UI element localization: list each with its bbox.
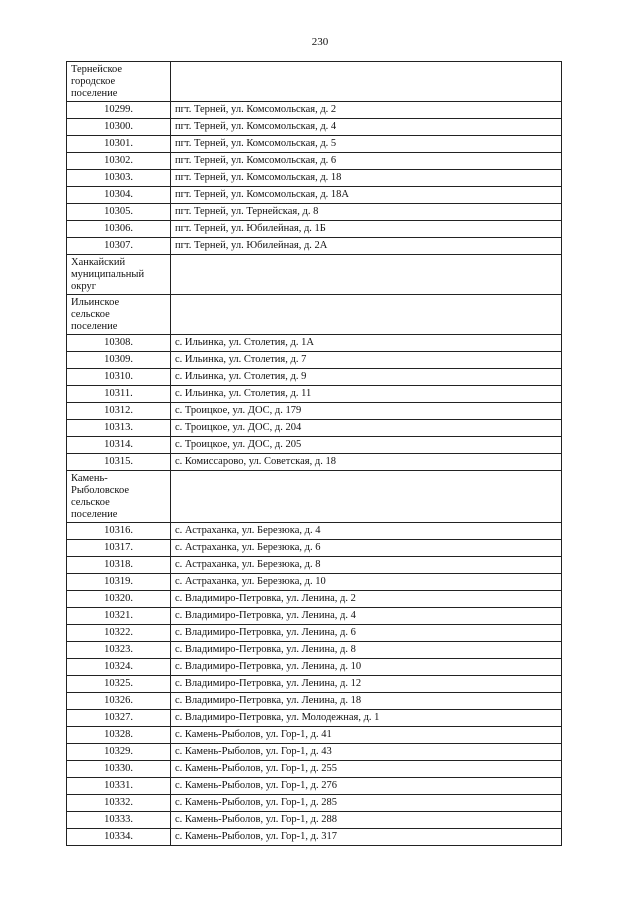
entry-number: 10307.	[67, 238, 171, 255]
entry-address: с. Владимиро-Петровка, ул. Ленина, д. 18	[171, 693, 562, 710]
group-name-line: поселение	[71, 88, 118, 99]
entry-number: 10303.	[67, 170, 171, 187]
table-row	[67, 170, 562, 187]
entry-address: с. Камень-Рыболов, ул. Гор-1, д. 317	[171, 829, 562, 846]
table-row	[67, 676, 562, 693]
entry-number: 10304.	[67, 187, 171, 204]
table-row	[67, 204, 562, 221]
entry-address: с. Владимиро-Петровка, ул. Ленина, д. 8	[171, 642, 562, 659]
table-row	[67, 437, 562, 454]
group-name-line: муниципальный	[71, 269, 145, 280]
table-row	[67, 659, 562, 676]
table-row	[67, 386, 562, 403]
entry-number: 10301.	[67, 136, 171, 153]
table-row	[67, 335, 562, 352]
entry-address: с. Троицкое, ул. ДОС, д. 205	[171, 437, 562, 454]
table-row	[67, 102, 562, 119]
entry-address: с. Астраханка, ул. Березюка, д. 8	[171, 557, 562, 574]
entry-address: с. Ильинка, ул. Столетия, д. 7	[171, 352, 562, 369]
entry-number: 10317.	[67, 540, 171, 557]
entry-address: с. Камень-Рыболов, ул. Гор-1, д. 285	[171, 795, 562, 812]
group-name-line: сельское	[71, 309, 110, 320]
group-header-row	[67, 255, 562, 295]
table-row	[67, 642, 562, 659]
entry-number: 10312.	[67, 403, 171, 420]
group-header-row	[67, 295, 562, 335]
entry-number: 10326.	[67, 693, 171, 710]
table-row	[67, 727, 562, 744]
group-name-line: Ильинское	[71, 297, 120, 308]
table-row	[67, 454, 562, 471]
group-name-line: сельское	[71, 497, 110, 508]
entry-address: пгт. Терней, ул. Комсомольская, д. 6	[171, 153, 562, 170]
entry-number: 10313.	[67, 420, 171, 437]
entry-number: 10334.	[67, 829, 171, 846]
entry-number: 10306.	[67, 221, 171, 238]
group-header-row	[67, 62, 562, 102]
entry-address: пгт. Терней, ул. Комсомольская, д. 4	[171, 119, 562, 136]
entry-address: пгт. Терней, ул. Тернейская, д. 8	[171, 204, 562, 221]
entry-address: с. Троицкое, ул. ДОС, д. 179	[171, 403, 562, 420]
entry-address: с. Астраханка, ул. Березюка, д. 10	[171, 574, 562, 591]
group-name-line: Камень-	[71, 473, 108, 484]
entry-address: с. Камень-Рыболов, ул. Гор-1, д. 43	[171, 744, 562, 761]
entry-address: с. Владимиро-Петровка, ул. Молодежная, д. 1	[171, 710, 562, 727]
table-row	[67, 591, 562, 608]
entry-number: 10311.	[67, 386, 171, 403]
entry-address: с. Камень-Рыболов, ул. Гор-1, д. 288	[171, 812, 562, 829]
entry-number: 10318.	[67, 557, 171, 574]
entry-number: 10305.	[67, 204, 171, 221]
entry-address: пгт. Терней, ул. Комсомольская, д. 18	[171, 170, 562, 187]
entry-address: с. Астраханка, ул. Березюка, д. 4	[171, 523, 562, 540]
entry-number: 10300.	[67, 119, 171, 136]
group-name-cell	[67, 471, 171, 523]
table-row	[67, 761, 562, 778]
entry-address: с. Камень-Рыболов, ул. Гор-1, д. 276	[171, 778, 562, 795]
entry-address: с. Камень-Рыболов, ул. Гор-1, д. 255	[171, 761, 562, 778]
entry-number: 10309.	[67, 352, 171, 369]
table-row	[67, 221, 562, 238]
entry-number: 10328.	[67, 727, 171, 744]
entry-address: пгт. Терней, ул. Комсомольская, д. 2	[171, 102, 562, 119]
table-row	[67, 557, 562, 574]
group-name-line: Рыболовское	[71, 485, 130, 496]
table-row	[67, 238, 562, 255]
table-row	[67, 352, 562, 369]
group-empty-cell	[171, 471, 562, 523]
entry-number: 10299.	[67, 102, 171, 119]
group-name-line: поселение	[71, 321, 118, 332]
table-row	[67, 574, 562, 591]
entry-address: с. Комиссарово, ул. Советская, д. 18	[171, 454, 562, 471]
table-row	[67, 625, 562, 642]
entry-number: 10322.	[67, 625, 171, 642]
table-row	[67, 369, 562, 386]
entry-address: с. Ильинка, ул. Столетия, д. 11	[171, 386, 562, 403]
entry-address: пгт. Терней, ул. Комсомольская, д. 5	[171, 136, 562, 153]
table-row	[67, 187, 562, 204]
entry-number: 10302.	[67, 153, 171, 170]
entry-address: пгт. Терней, ул. Юбилейная, д. 2А	[171, 238, 562, 255]
entry-address: с. Владимиро-Петровка, ул. Ленина, д. 10	[171, 659, 562, 676]
entry-number: 10327.	[67, 710, 171, 727]
entry-number: 10332.	[67, 795, 171, 812]
entry-address: с. Владимиро-Петровка, ул. Ленина, д. 2	[171, 591, 562, 608]
table-row	[67, 420, 562, 437]
entry-address: с. Владимиро-Петровка, ул. Ленина, д. 6	[171, 625, 562, 642]
entry-number: 10315.	[67, 454, 171, 471]
page-number: 230	[311, 36, 329, 48]
table-row	[67, 710, 562, 727]
table-row	[67, 136, 562, 153]
entry-number: 10331.	[67, 778, 171, 795]
entry-number: 10333.	[67, 812, 171, 829]
entry-number: 10320.	[67, 591, 171, 608]
group-name-cell	[67, 62, 171, 102]
table-body	[67, 62, 562, 846]
table-row	[67, 693, 562, 710]
group-empty-cell	[171, 255, 562, 295]
table-row	[67, 153, 562, 170]
table-row	[67, 829, 562, 846]
table-row	[67, 812, 562, 829]
entry-number: 10310.	[67, 369, 171, 386]
entry-number: 10308.	[67, 335, 171, 352]
group-name-line: Тернейское	[71, 64, 123, 75]
group-name-line: округ	[71, 281, 97, 292]
address-table	[66, 61, 562, 846]
entry-number: 10323.	[67, 642, 171, 659]
table-row	[67, 403, 562, 420]
group-name-cell	[67, 255, 171, 295]
group-name-line: поселение	[71, 509, 118, 520]
entry-address: пгт. Терней, ул. Юбилейная, д. 1Б	[171, 221, 562, 238]
entry-number: 10329.	[67, 744, 171, 761]
entry-address: с. Ильинка, ул. Столетия, д. 9	[171, 369, 562, 386]
entry-number: 10314.	[67, 437, 171, 454]
group-name-line: городское	[71, 76, 116, 87]
entry-address: с. Астраханка, ул. Березюка, д. 6	[171, 540, 562, 557]
entry-address: с. Ильинка, ул. Столетия, д. 1А	[171, 335, 562, 352]
table-row	[67, 744, 562, 761]
group-empty-cell	[171, 62, 562, 102]
entry-number: 10330.	[67, 761, 171, 778]
entry-address: с. Владимиро-Петровка, ул. Ленина, д. 4	[171, 608, 562, 625]
table-row	[67, 778, 562, 795]
entry-number: 10319.	[67, 574, 171, 591]
table-row	[67, 540, 562, 557]
entry-address: с. Камень-Рыболов, ул. Гор-1, д. 41	[171, 727, 562, 744]
group-name-line: Ханкайский	[71, 257, 126, 268]
entry-number: 10324.	[67, 659, 171, 676]
entry-address: пгт. Терней, ул. Комсомольская, д. 18А	[171, 187, 562, 204]
group-name-cell	[67, 295, 171, 335]
entry-number: 10321.	[67, 608, 171, 625]
table-row	[67, 523, 562, 540]
group-header-row	[67, 471, 562, 523]
table-row	[67, 119, 562, 136]
entry-address: с. Владимиро-Петровка, ул. Ленина, д. 12	[171, 676, 562, 693]
entry-number: 10325.	[67, 676, 171, 693]
entry-address: с. Троицкое, ул. ДОС, д. 204	[171, 420, 562, 437]
table-row	[67, 795, 562, 812]
entry-number: 10316.	[67, 523, 171, 540]
table-row	[67, 608, 562, 625]
group-empty-cell	[171, 295, 562, 335]
